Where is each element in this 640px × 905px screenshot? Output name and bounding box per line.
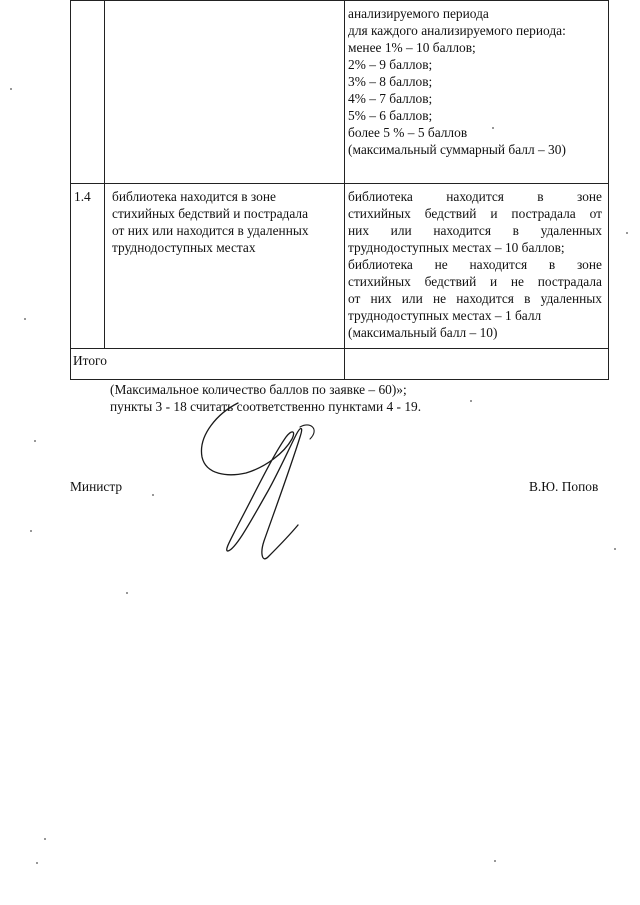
- signatory-position: Министр: [70, 479, 123, 494]
- scan-speck: [10, 88, 12, 90]
- scan-speck: [494, 860, 496, 862]
- scan-speck: [30, 530, 32, 532]
- scan-speck: [614, 548, 616, 550]
- scoring-line: более 5 % – 5 баллов: [348, 125, 468, 140]
- scoring-line: для каждого анализируемого периода:: [348, 23, 566, 38]
- table-row-1-4: [71, 184, 609, 348]
- scoring-line: 2% – 9 баллов;: [348, 57, 433, 72]
- scan-speck: [126, 592, 128, 594]
- criterion-name-line: труднодоступных местах: [112, 240, 256, 256]
- criterion-name-line: библиотека находится в зоне: [112, 189, 276, 205]
- handwritten-signature: [180, 395, 340, 575]
- total-value-cell: [345, 348, 609, 379]
- scoring-line: (максимальный балл – 10): [348, 325, 498, 341]
- scan-speck: [44, 838, 46, 840]
- scoring-cell: [345, 1, 609, 184]
- scoring-line: 5% – 6 баллов;: [348, 108, 433, 123]
- scoring-line: менее 1% – 10 баллов;: [348, 40, 476, 55]
- criterion-name-cell: [105, 1, 345, 184]
- scoring-line: стихийных бедствий и пострадала от: [348, 206, 602, 222]
- row-number-cell: [71, 1, 105, 184]
- scan-speck: [24, 318, 26, 320]
- scoring-line: них или находится в удаленных: [348, 223, 602, 239]
- row-number-cell: 1.4: [71, 184, 105, 348]
- signatory-name: В.Ю. Попов: [529, 479, 599, 494]
- scoring-line: библиотека находится в зоне: [348, 189, 602, 205]
- scoring-cell: [345, 184, 609, 348]
- renumbering-note: пункты 3 - 18 считать соответственно пунктами 4 - 19.: [110, 399, 422, 414]
- scoring-line: труднодоступных местах – 1 балл: [348, 308, 542, 324]
- table-row-continuation: [71, 1, 609, 184]
- scoring-line: от них или не находится в удаленных: [348, 291, 602, 307]
- scoring-line: (максимальный суммарный балл – 30): [348, 142, 566, 157]
- scoring-line: библиотека не находится в зоне: [348, 257, 602, 273]
- scan-speck: [492, 127, 494, 129]
- max-points-note: (Максимальное количество баллов по заявке – 60)»;: [110, 382, 407, 397]
- scan-speck: [152, 494, 154, 496]
- scoring-line: труднодоступных местах – 10 баллов;: [348, 240, 565, 256]
- criterion-name-cell: [105, 184, 345, 348]
- scoring-line: стихийных бедствий и не пострадала: [348, 274, 602, 290]
- scoring-line: анализируемого периода: [348, 6, 489, 21]
- criterion-name-line: стихийных бедствий и пострадала: [112, 206, 309, 222]
- scan-speck: [626, 232, 628, 234]
- scan-speck: [36, 862, 38, 864]
- scoring-line: 4% – 7 баллов;: [348, 91, 433, 106]
- scan-speck: [34, 440, 36, 442]
- scan-speck: [470, 400, 472, 402]
- total-label-cell: Итого: [71, 348, 345, 379]
- criteria-table: [70, 0, 609, 380]
- table-row-total: [71, 348, 609, 379]
- criterion-name-line: от них или находится в удаленных: [112, 223, 309, 239]
- scoring-line: 3% – 8 баллов;: [348, 74, 433, 89]
